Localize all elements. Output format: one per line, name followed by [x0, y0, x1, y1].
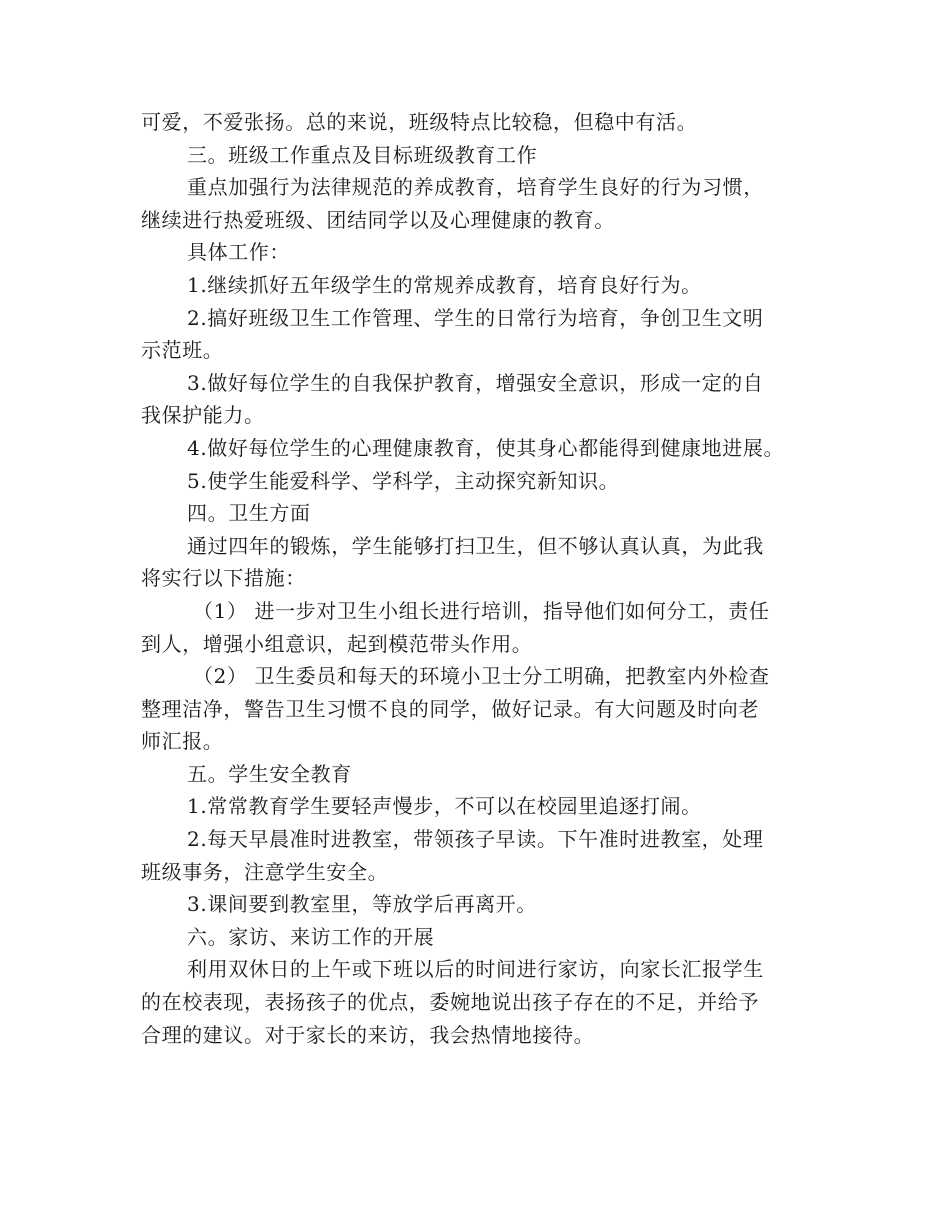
text-line: 2.每天早晨准时进教室，带领孩子早读。下午准时进教室，处理: [187, 827, 764, 852]
text-line: 具体工作：: [187, 240, 290, 265]
text-line: 示范班。: [141, 338, 224, 363]
text-line: 将实行以下措施：: [141, 566, 306, 591]
text-line: （2） 卫生委员和每天的环境小卫士分工明确，把教室内外检查: [193, 664, 770, 689]
document-body: [141, 106, 811, 1051]
text-line: 我保护能力。: [141, 403, 265, 428]
text-line: 2.搞好班级卫生工作管理、学生的日常行为培育，争创卫生文明: [187, 305, 764, 330]
text-line: 4.做好每位学生的心理健康教育，使其身心都能得到健康地进展。: [187, 435, 785, 460]
text-line: 四。卫生方面: [187, 501, 311, 526]
text-line: 5.使学生能爱科学、学科学，主动探究新知识。: [187, 468, 620, 493]
text-line: 利用双休日的上午或下班以后的时间进行家访，向家长汇报学生: [187, 957, 764, 982]
text-line: 五。学生安全教育: [187, 761, 352, 786]
text-line: 可爱，不爱张扬。总的来说，班级特点比较稳，但稳中有活。: [141, 110, 698, 134]
text-line: 班级事务，注意学生安全。: [141, 859, 389, 884]
text-line: 3.课间要到教室里，等放学后再离开。: [187, 892, 537, 917]
text-line: 3.做好每位学生的自我保护教育，增强安全意识，形成一定的自: [187, 370, 764, 395]
text-line: 1.常常教育学生要轻声慢步，不可以在校园里追逐打闹。: [187, 794, 702, 819]
text-line: 的在校表现，表扬孩子的优点，委婉地说出孩子存在的不足，并给予: [141, 990, 759, 1015]
text-line: 到人，增强小组意识，起到模范带头作用。: [141, 631, 533, 656]
text-line: 继续进行热爱班级、团结同学以及心理健康的教育。: [141, 207, 615, 232]
text-line: 师汇报。: [141, 729, 224, 754]
text-line: 合理的建议。对于家长的来访，我会热情地接待。: [141, 1022, 595, 1047]
text-line: 重点加强行为法律规范的养成教育，培育学生良好的行为习惯，: [187, 175, 764, 200]
text-line: 1.继续抓好五年级学生的常规养成教育，培育良好行为。: [187, 272, 702, 297]
text-line: 三。班级工作重点及目标班级教育工作: [187, 142, 538, 167]
text-line: （1） 进一步对卫生小组长进行培训，指导他们如何分工，责任: [193, 598, 770, 623]
text-line: 六。家访、来访工作的开展: [187, 924, 435, 949]
text-line: 通过四年的锻炼，学生能够打扫卫生，但不够认真认真，为此我: [187, 533, 764, 558]
text-line: 整理洁净，警告卫生习惯不良的同学，做好记录。有大问题及时向老: [141, 696, 759, 721]
